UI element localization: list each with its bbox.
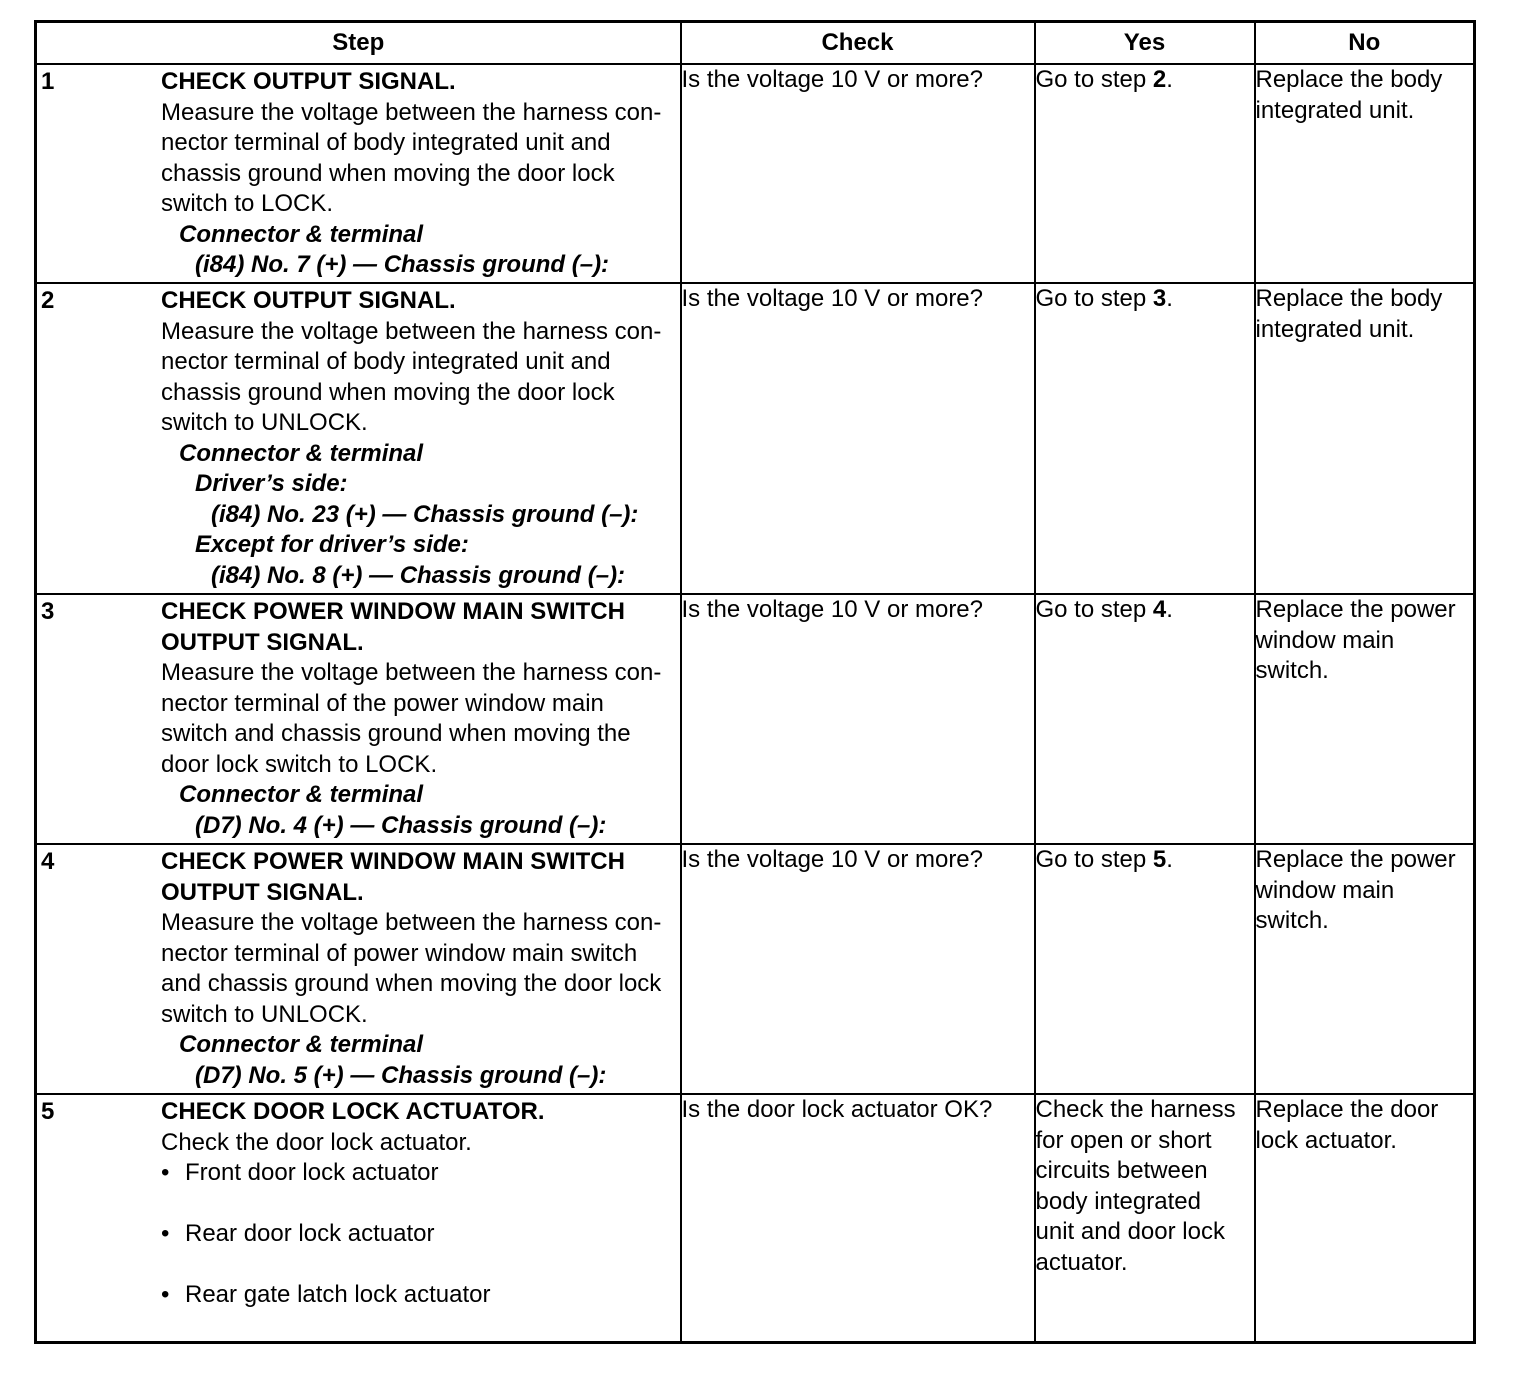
- step-cell: [36, 64, 681, 283]
- bullet-icon: •: [161, 1281, 170, 1308]
- step-instructions: Measure the voltage between the harness con- nector terminal of power window main switch and chassis ground when moving the door lock switch to UNLOCK.: [161, 909, 662, 1028]
- connector-terminal: (D7) No. 4 (+) — Chassis ground (–):: [195, 811, 607, 839]
- header-step: Step: [36, 22, 681, 65]
- header-no: No: [1255, 22, 1475, 65]
- yes-cell: [1035, 283, 1255, 594]
- no-cell: Replace the body integrated unit.: [1255, 283, 1475, 594]
- step-instructions: Check the door lock actuator.: [161, 1128, 472, 1156]
- bullet-icon: •: [161, 1220, 170, 1247]
- step-number: 2: [41, 287, 55, 314]
- yes-cell: [1035, 844, 1255, 1094]
- check-cell: Is the door lock actuator OK?: [681, 1094, 1035, 1342]
- connector-label: Connector & terminal: [179, 781, 424, 808]
- step-title: CHECK DOOR LOCK ACTUATOR.: [161, 1098, 545, 1125]
- yes-suffix: .: [1166, 596, 1173, 623]
- step-instructions: Measure the voltage between the harness con- nector terminal of body integrated unit and chassis ground when moving the door lock switch to LOCK.: [161, 98, 662, 217]
- step-number: 1: [41, 68, 55, 95]
- step-number: 4: [41, 848, 55, 875]
- step-title: CHECK POWER WINDOW MAIN SWITCH OUTPUT SIGNAL.: [161, 848, 625, 906]
- table-row: [36, 283, 1475, 594]
- step-cell: [36, 844, 681, 1094]
- drivers-side-label: Driver’s side:: [195, 470, 348, 497]
- bullet-text: Rear gate latch lock actuator: [185, 1281, 491, 1308]
- step-instructions: Measure the voltage between the harness con- nector terminal of the power window main switch and chassis ground when moving the door lock switch to LOCK.: [161, 659, 662, 778]
- connector-terminal: (i84) No. 23 (+) — Chassis ground (–):: [211, 500, 639, 528]
- check-cell: Is the voltage 10 V or more?: [681, 64, 1035, 283]
- list-item: [161, 1219, 676, 1250]
- step-title: CHECK POWER WINDOW MAIN SWITCH OUTPUT SIGNAL.: [161, 598, 625, 656]
- except-drivers-side-label: Except for driver’s side:: [195, 531, 469, 558]
- table-row: [36, 594, 1475, 844]
- yes-suffix: .: [1166, 66, 1173, 93]
- yes-step-number: 5: [1152, 846, 1167, 873]
- table-row: [36, 64, 1475, 283]
- yes-prefix: Go to step: [1035, 66, 1153, 93]
- yes-step-number: 4: [1152, 596, 1167, 623]
- step-number: 5: [41, 1098, 55, 1125]
- check-cell: Is the voltage 10 V or more?: [681, 844, 1035, 1094]
- connector-terminal: (i84) No. 7 (+) — Chassis ground (–):: [195, 251, 610, 278]
- table-row: [36, 844, 1475, 1094]
- header-yes: Yes: [1035, 22, 1255, 65]
- connector-label: Connector & terminal: [179, 439, 424, 467]
- check-cell: Is the voltage 10 V or more?: [681, 283, 1035, 594]
- step-cell: [36, 1094, 681, 1342]
- step-title: CHECK OUTPUT SIGNAL.: [161, 68, 456, 95]
- yes-step-number: 3: [1152, 285, 1167, 312]
- connector-terminal: (D7) No. 5 (+) — Chassis ground (–):: [195, 1061, 607, 1089]
- yes-prefix: Go to step: [1035, 846, 1153, 873]
- bullet-text: Front door lock actuator: [185, 1159, 439, 1186]
- bullet-icon: •: [161, 1159, 170, 1186]
- table-row: [36, 1094, 1475, 1342]
- no-cell: Replace the power window main switch.: [1255, 594, 1475, 844]
- yes-prefix: Go to step: [1035, 285, 1153, 312]
- yes-cell: [1035, 594, 1255, 844]
- connector-label: Connector & terminal: [179, 220, 424, 248]
- list-item: [161, 1158, 676, 1189]
- header-row: [36, 22, 1475, 65]
- connector-label: Connector & terminal: [179, 1031, 424, 1058]
- step-instructions: Measure the voltage between the harness con- nector terminal of body integrated unit and chassis ground when moving the door lock switch to UNLOCK.: [161, 317, 662, 436]
- yes-step-number: 2: [1152, 66, 1167, 93]
- no-cell: Replace the door lock actuator.: [1255, 1094, 1475, 1342]
- yes-suffix: .: [1166, 846, 1173, 873]
- step-cell: [36, 283, 681, 594]
- yes-cell: Check the harness for open or short circuits between body integrated unit and door lock actuator.: [1035, 1094, 1255, 1342]
- yes-prefix: Go to step: [1035, 596, 1153, 623]
- yes-cell: [1035, 64, 1255, 283]
- step-title: CHECK OUTPUT SIGNAL.: [161, 287, 456, 314]
- bullet-text: Rear door lock actuator: [185, 1220, 435, 1247]
- connector-terminal: (i84) No. 8 (+) — Chassis ground (–):: [211, 561, 626, 589]
- check-cell: Is the voltage 10 V or more?: [681, 594, 1035, 844]
- list-item: [161, 1280, 676, 1311]
- step-cell: [36, 594, 681, 844]
- no-cell: Replace the body integrated unit.: [1255, 64, 1475, 283]
- yes-suffix: .: [1166, 285, 1173, 312]
- header-check: Check: [681, 22, 1035, 65]
- no-cell: Replace the power window main switch.: [1255, 844, 1475, 1094]
- step-number: 3: [41, 598, 55, 625]
- diagnostic-table: [34, 20, 1476, 1344]
